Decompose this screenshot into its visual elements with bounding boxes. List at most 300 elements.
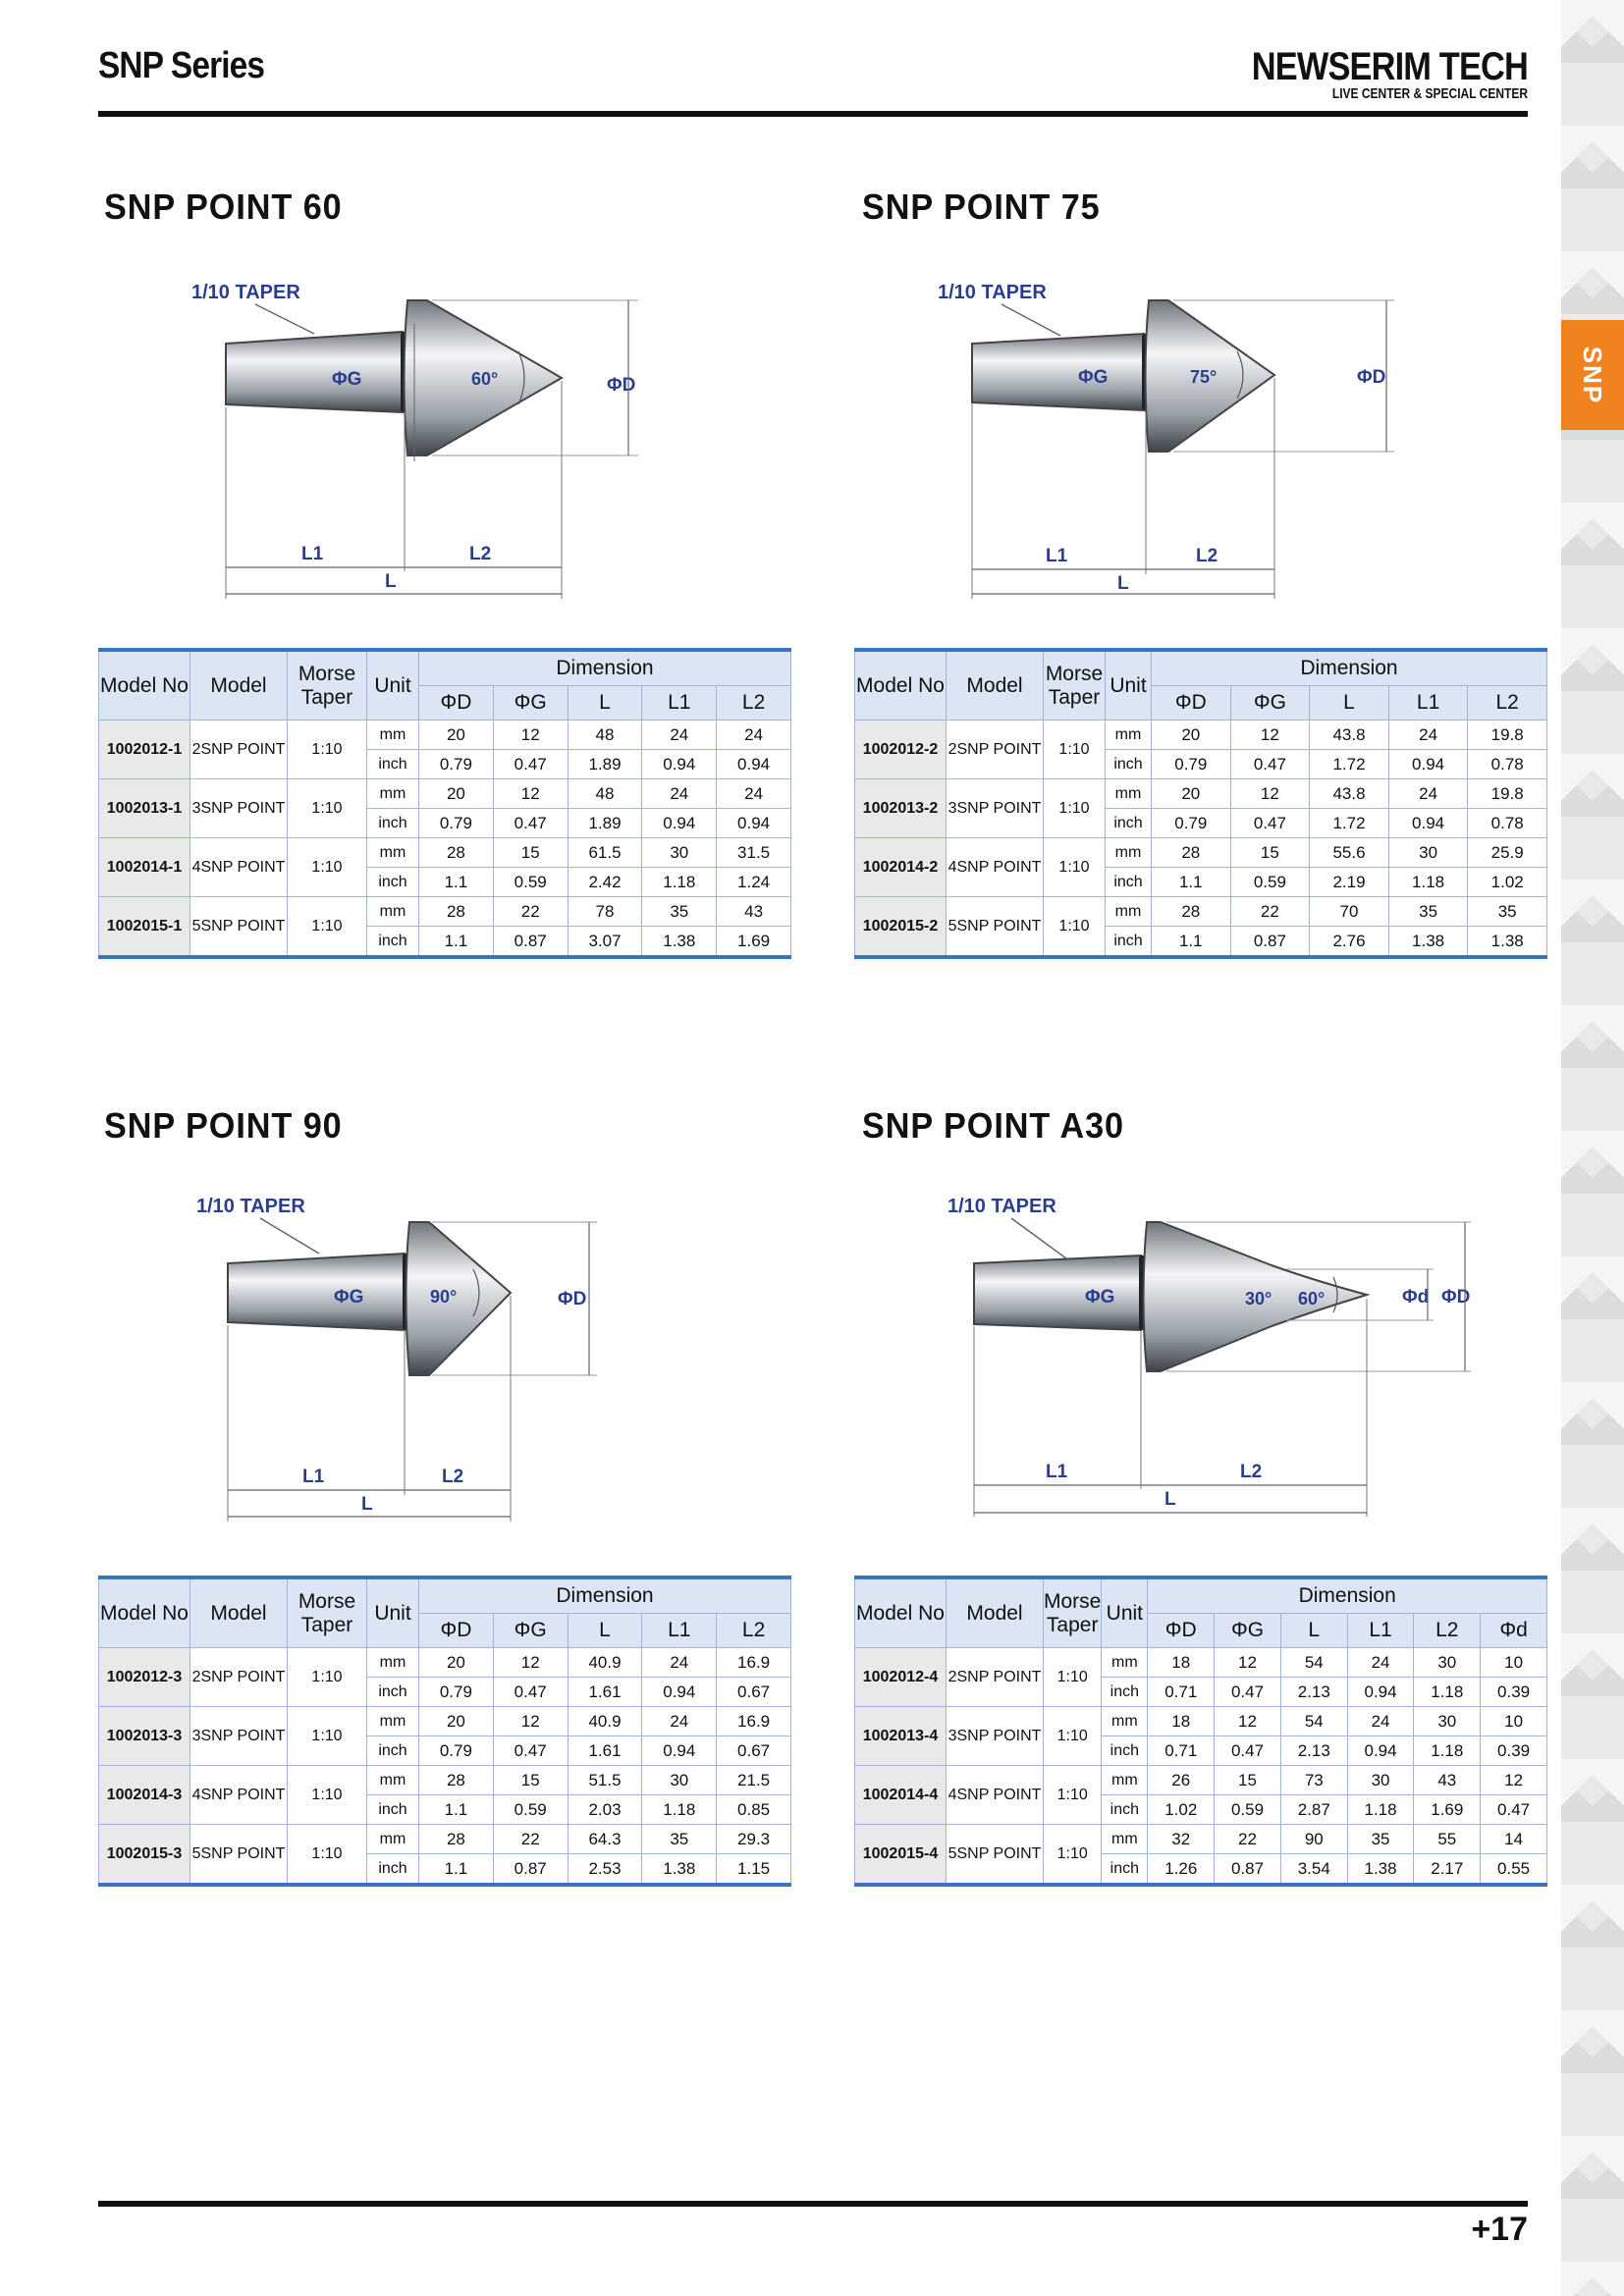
- morse-cell: 1:10: [1044, 1648, 1102, 1707]
- header-dim: L2: [1468, 686, 1547, 721]
- value-cell: 24: [642, 721, 717, 750]
- model-no-cell: 1002014-4: [855, 1766, 947, 1825]
- header-model: Model: [190, 1577, 288, 1648]
- table-row: [99, 838, 791, 868]
- value-cell: 43.8: [1310, 779, 1389, 809]
- value-cell: 1.72: [1310, 750, 1389, 779]
- model-no-cell: 1002015-4: [855, 1825, 947, 1886]
- header-dim: ΦG: [1215, 1614, 1281, 1648]
- value-cell: 22: [1215, 1825, 1281, 1854]
- model-cell: 3SNP POINT: [190, 779, 288, 838]
- value-cell: 1.61: [568, 1736, 642, 1766]
- section-title: SNP POINT 75: [862, 187, 1101, 227]
- g-label: ΦG: [1078, 367, 1109, 388]
- model-cell: 3SNP POINT: [947, 1707, 1044, 1766]
- value-cell: 21.5: [717, 1766, 791, 1795]
- value-cell: 0.79: [419, 1736, 494, 1766]
- value-cell: 0.59: [1230, 868, 1310, 897]
- value-cell: 30: [1414, 1707, 1481, 1736]
- value-cell: 43: [1414, 1766, 1481, 1795]
- unit-mm: mm: [1106, 779, 1152, 809]
- morse-cell: 1:10: [288, 838, 367, 897]
- product-drawing: [933, 1183, 1483, 1526]
- model-cell: 2SNP POINT: [947, 1648, 1044, 1707]
- model-cell: 4SNP POINT: [947, 1766, 1044, 1825]
- model-no-cell: 1002013-3: [99, 1707, 190, 1766]
- value-cell: 0.94: [1388, 809, 1468, 838]
- value-cell: 24: [642, 779, 717, 809]
- brand-name: NEWSERIM TECH: [1251, 45, 1528, 88]
- model-cell: 4SNP POINT: [947, 838, 1044, 897]
- value-cell: 20: [419, 1707, 494, 1736]
- spec-table: [98, 648, 791, 959]
- value-cell: 0.94: [717, 750, 791, 779]
- header-rule: [98, 111, 1528, 117]
- header-dim: ΦG: [493, 1614, 568, 1648]
- header-dim: ΦG: [493, 686, 568, 721]
- value-cell: 10: [1481, 1648, 1547, 1678]
- model-no-cell: 1002012-4: [855, 1648, 947, 1707]
- value-cell: 30: [642, 838, 717, 868]
- value-cell: 43.8: [1310, 721, 1389, 750]
- value-cell: 2.42: [568, 868, 642, 897]
- unit-mm: mm: [1106, 721, 1152, 750]
- g-label: ΦG: [332, 369, 362, 390]
- spec-table: [854, 648, 1547, 959]
- table-row: [855, 838, 1547, 868]
- header-unit: Unit: [367, 1577, 419, 1648]
- value-cell: 0.59: [493, 1795, 568, 1825]
- value-cell: 20: [419, 721, 494, 750]
- header-dim: ΦD: [419, 686, 494, 721]
- angle-label: 60°: [1298, 1289, 1326, 1308]
- value-cell: 70: [1310, 897, 1389, 927]
- table-row: [99, 1825, 791, 1854]
- value-cell: 0.87: [493, 927, 568, 958]
- value-cell: 14: [1481, 1825, 1547, 1854]
- unit-inch: inch: [367, 1678, 419, 1707]
- unit-mm: mm: [367, 838, 419, 868]
- value-cell: 19.8: [1468, 779, 1547, 809]
- value-cell: 29.3: [717, 1825, 791, 1854]
- value-cell: 0.87: [1230, 927, 1310, 958]
- value-cell: 31.5: [717, 838, 791, 868]
- value-cell: 12: [493, 779, 568, 809]
- value-cell: 20: [1152, 721, 1231, 750]
- header-unit: Unit: [367, 650, 419, 721]
- angle-label: 75°: [1190, 367, 1218, 387]
- model-cell: 2SNP POINT: [947, 721, 1044, 779]
- header-dim: ΦD: [1148, 1614, 1215, 1648]
- table-row: [855, 1825, 1547, 1854]
- dd-label: Φd: [1402, 1287, 1430, 1308]
- value-cell: 0.47: [1215, 1678, 1281, 1707]
- model-no-cell: 1002014-1: [99, 838, 190, 897]
- value-cell: 28: [419, 1766, 494, 1795]
- value-cell: 2.03: [568, 1795, 642, 1825]
- header-dim: L2: [717, 1614, 791, 1648]
- table-row: [99, 1648, 791, 1678]
- value-cell: 1.72: [1310, 809, 1389, 838]
- value-cell: 0.94: [642, 750, 717, 779]
- value-cell: 54: [1280, 1648, 1347, 1678]
- morse-cell: 1:10: [1044, 1707, 1102, 1766]
- unit-mm: mm: [1106, 838, 1152, 868]
- unit-mm: mm: [367, 1825, 419, 1854]
- l2-label: L2: [442, 1467, 464, 1487]
- table-row: [855, 1707, 1547, 1736]
- value-cell: 1.1: [1152, 927, 1231, 958]
- unit-inch: inch: [1102, 1736, 1148, 1766]
- value-cell: 30: [642, 1766, 717, 1795]
- unit-inch: inch: [1106, 927, 1152, 958]
- value-cell: 22: [1230, 897, 1310, 927]
- model-cell: 5SNP POINT: [190, 897, 288, 958]
- l1-label: L1: [302, 1467, 325, 1487]
- value-cell: 12: [493, 1707, 568, 1736]
- series-title: SNP Series: [98, 45, 265, 86]
- model-cell: 3SNP POINT: [190, 1707, 288, 1766]
- unit-inch: inch: [367, 868, 419, 897]
- value-cell: 0.47: [1215, 1736, 1281, 1766]
- taper-label: 1/10 TAPER: [938, 282, 1047, 303]
- product-drawing: [187, 1183, 677, 1526]
- value-cell: 1.61: [568, 1678, 642, 1707]
- value-cell: 1.18: [1414, 1736, 1481, 1766]
- model-no-cell: 1002013-1: [99, 779, 190, 838]
- value-cell: 2.13: [1280, 1736, 1347, 1766]
- value-cell: 0.78: [1468, 750, 1547, 779]
- unit-inch: inch: [1102, 1854, 1148, 1886]
- value-cell: 24: [642, 1648, 717, 1678]
- morse-cell: 1:10: [1044, 838, 1106, 897]
- value-cell: 1.18: [642, 868, 717, 897]
- value-cell: 1.26: [1148, 1854, 1215, 1886]
- unit-mm: mm: [367, 897, 419, 927]
- header-dim: L: [1280, 1614, 1347, 1648]
- table-row: [99, 779, 791, 809]
- value-cell: 26: [1148, 1766, 1215, 1795]
- product-drawing: [187, 265, 677, 609]
- value-cell: 28: [1152, 838, 1231, 868]
- page-number: +17: [1471, 2211, 1528, 2248]
- value-cell: 0.94: [642, 1736, 717, 1766]
- unit-mm: mm: [1102, 1825, 1148, 1854]
- section-tab-label: SNP: [1578, 346, 1608, 404]
- header-morse: Morse Taper: [1044, 650, 1106, 721]
- header-dim: ΦD: [419, 1614, 494, 1648]
- value-cell: 0.47: [493, 809, 568, 838]
- unit-inch: inch: [1106, 809, 1152, 838]
- value-cell: 0.47: [1230, 750, 1310, 779]
- morse-cell: 1:10: [1044, 779, 1106, 838]
- model-no-cell: 1002012-2: [855, 721, 947, 779]
- footer-rule: [98, 2201, 1528, 2207]
- header-dim: ΦD: [1152, 686, 1231, 721]
- value-cell: 25.9: [1468, 838, 1547, 868]
- brand-subtitle: LIVE CENTER & SPECIAL CENTER: [1331, 85, 1528, 102]
- section-tab-snp[interactable]: [1561, 320, 1624, 430]
- value-cell: 61.5: [568, 838, 642, 868]
- value-cell: 15: [1230, 838, 1310, 868]
- section-title: SNP POINT 60: [104, 187, 343, 227]
- model-no-cell: 1002014-2: [855, 838, 947, 897]
- value-cell: 0.59: [493, 868, 568, 897]
- value-cell: 1.38: [1468, 927, 1547, 958]
- morse-cell: 1:10: [288, 1707, 367, 1766]
- unit-inch: inch: [367, 1854, 419, 1886]
- value-cell: 3.54: [1280, 1854, 1347, 1886]
- value-cell: 73: [1280, 1766, 1347, 1795]
- value-cell: 0.39: [1481, 1678, 1547, 1707]
- l2-label: L2: [469, 544, 492, 564]
- value-cell: 2.76: [1310, 927, 1389, 958]
- table-row: [855, 1766, 1547, 1795]
- morse-cell: 1:10: [288, 1825, 367, 1886]
- header-dim: L: [568, 686, 642, 721]
- value-cell: 18: [1148, 1707, 1215, 1736]
- angle-label: 90°: [430, 1287, 458, 1307]
- angle-label: 60°: [471, 369, 499, 389]
- value-cell: 2.17: [1414, 1854, 1481, 1886]
- model-no-cell: 1002012-3: [99, 1648, 190, 1707]
- value-cell: 1.38: [642, 1854, 717, 1886]
- header-dim: L: [568, 1614, 642, 1648]
- morse-cell: 1:10: [288, 1648, 367, 1707]
- unit-inch: inch: [1106, 868, 1152, 897]
- section-title: SNP POINT 90: [104, 1105, 343, 1146]
- unit-mm: mm: [1106, 897, 1152, 927]
- morse-cell: 1:10: [288, 897, 367, 958]
- value-cell: 1.69: [717, 927, 791, 958]
- value-cell: 30: [1414, 1648, 1481, 1678]
- taper-label: 1/10 TAPER: [196, 1196, 305, 1217]
- model-no-cell: 1002012-1: [99, 721, 190, 779]
- header-dimension: Dimension: [1148, 1577, 1547, 1614]
- value-cell: 10: [1481, 1707, 1547, 1736]
- value-cell: 20: [1152, 779, 1231, 809]
- header-dim: L1: [642, 686, 717, 721]
- d-label: ΦD: [1357, 367, 1386, 388]
- model-cell: 5SNP POINT: [947, 1825, 1044, 1886]
- model-cell: 2SNP POINT: [190, 1648, 288, 1707]
- l-label: L: [361, 1494, 373, 1515]
- value-cell: 35: [642, 1825, 717, 1854]
- section-title: SNP POINT A30: [862, 1105, 1125, 1146]
- value-cell: 0.47: [493, 750, 568, 779]
- unit-mm: mm: [1102, 1766, 1148, 1795]
- header-morse: Morse Taper: [288, 650, 367, 721]
- value-cell: 35: [1388, 897, 1468, 927]
- table-row: [855, 897, 1547, 927]
- header-model: Model: [947, 650, 1044, 721]
- value-cell: 0.67: [717, 1736, 791, 1766]
- value-cell: 16.9: [717, 1707, 791, 1736]
- value-cell: 0.79: [419, 750, 494, 779]
- value-cell: 55: [1414, 1825, 1481, 1854]
- model-cell: 2SNP POINT: [190, 721, 288, 779]
- value-cell: 0.47: [493, 1678, 568, 1707]
- value-cell: 35: [1347, 1825, 1414, 1854]
- model-cell: 4SNP POINT: [190, 1766, 288, 1825]
- table-row: [99, 1766, 791, 1795]
- value-cell: 0.94: [642, 809, 717, 838]
- value-cell: 54: [1280, 1707, 1347, 1736]
- header-model-no: Model No: [99, 1577, 190, 1648]
- value-cell: 40.9: [568, 1707, 642, 1736]
- unit-inch: inch: [367, 927, 419, 958]
- unit-inch: inch: [1102, 1795, 1148, 1825]
- unit-inch: inch: [367, 1736, 419, 1766]
- unit-mm: mm: [367, 1707, 419, 1736]
- value-cell: 0.39: [1481, 1736, 1547, 1766]
- taper-label: 1/10 TAPER: [191, 282, 300, 303]
- spec-table: [98, 1575, 791, 1887]
- unit-mm: mm: [367, 721, 419, 750]
- header-dim: L1: [1347, 1614, 1414, 1648]
- model-no-cell: 1002015-2: [855, 897, 947, 958]
- value-cell: 24: [1347, 1648, 1414, 1678]
- l1-label: L1: [1046, 1462, 1068, 1482]
- value-cell: 0.47: [1481, 1795, 1547, 1825]
- l-label: L: [1117, 573, 1129, 594]
- value-cell: 0.94: [717, 809, 791, 838]
- unit-mm: mm: [367, 1648, 419, 1678]
- value-cell: 3.07: [568, 927, 642, 958]
- g-label: ΦG: [334, 1287, 364, 1308]
- model-cell: 5SNP POINT: [190, 1825, 288, 1886]
- header-dimension: Dimension: [419, 1577, 791, 1614]
- value-cell: 1.15: [717, 1854, 791, 1886]
- table-row: [855, 779, 1547, 809]
- value-cell: 28: [419, 1825, 494, 1854]
- model-cell: 4SNP POINT: [190, 838, 288, 897]
- value-cell: 12: [493, 1648, 568, 1678]
- value-cell: 2.53: [568, 1854, 642, 1886]
- table-row: [99, 897, 791, 927]
- unit-mm: mm: [1102, 1707, 1148, 1736]
- value-cell: 15: [493, 1766, 568, 1795]
- value-cell: 1.18: [642, 1795, 717, 1825]
- value-cell: 0.94: [642, 1678, 717, 1707]
- value-cell: 40.9: [568, 1648, 642, 1678]
- value-cell: 12: [1230, 779, 1310, 809]
- value-cell: 1.18: [1347, 1795, 1414, 1825]
- d-label: ΦD: [558, 1289, 587, 1309]
- morse-cell: 1:10: [288, 721, 367, 779]
- value-cell: 16.9: [717, 1648, 791, 1678]
- value-cell: 15: [493, 838, 568, 868]
- model-cell: 5SNP POINT: [947, 897, 1044, 958]
- header-model-no: Model No: [855, 650, 947, 721]
- value-cell: 1.1: [419, 1854, 494, 1886]
- header-dim: Φd: [1481, 1614, 1547, 1648]
- unit-inch: inch: [367, 750, 419, 779]
- spec-table: [854, 1575, 1547, 1887]
- table-row: [855, 721, 1547, 750]
- morse-cell: 1:10: [1044, 1766, 1102, 1825]
- value-cell: 0.47: [1230, 809, 1310, 838]
- taper-label: 1/10 TAPER: [947, 1196, 1056, 1217]
- header-dim: L1: [642, 1614, 717, 1648]
- header-morse: Morse Taper: [1044, 1577, 1102, 1648]
- header-dim: L2: [1414, 1614, 1481, 1648]
- table-row: [99, 721, 791, 750]
- value-cell: 51.5: [568, 1766, 642, 1795]
- unit-inch: inch: [367, 809, 419, 838]
- value-cell: 12: [1215, 1707, 1281, 1736]
- value-cell: 2.13: [1280, 1678, 1347, 1707]
- d-label: ΦD: [1441, 1287, 1471, 1308]
- value-cell: 12: [1215, 1648, 1281, 1678]
- value-cell: 0.67: [717, 1678, 791, 1707]
- header-model-no: Model No: [855, 1577, 947, 1648]
- header-dim: L2: [717, 686, 791, 721]
- value-cell: 32: [1148, 1825, 1215, 1854]
- d-label: ΦD: [607, 375, 636, 396]
- header-dim: ΦG: [1230, 686, 1310, 721]
- l1-label: L1: [301, 544, 324, 564]
- value-cell: 0.87: [1215, 1854, 1281, 1886]
- value-cell: 22: [493, 1825, 568, 1854]
- l-label: L: [1164, 1489, 1176, 1510]
- value-cell: 1.1: [419, 868, 494, 897]
- value-cell: 0.94: [1347, 1736, 1414, 1766]
- value-cell: 2.87: [1280, 1795, 1347, 1825]
- value-cell: 24: [717, 779, 791, 809]
- value-cell: 1.38: [1347, 1854, 1414, 1886]
- value-cell: 1.89: [568, 809, 642, 838]
- l2-label: L2: [1196, 546, 1218, 566]
- header-unit: Unit: [1102, 1577, 1148, 1648]
- value-cell: 18: [1148, 1648, 1215, 1678]
- value-cell: 2.19: [1310, 868, 1389, 897]
- header-dim: L: [1310, 686, 1389, 721]
- value-cell: 0.79: [1152, 750, 1231, 779]
- value-cell: 12: [493, 721, 568, 750]
- header-model: Model: [947, 1577, 1044, 1648]
- value-cell: 0.87: [493, 1854, 568, 1886]
- value-cell: 20: [419, 1648, 494, 1678]
- value-cell: 1.24: [717, 868, 791, 897]
- value-cell: 64.3: [568, 1825, 642, 1854]
- morse-cell: 1:10: [288, 779, 367, 838]
- model-no-cell: 1002013-4: [855, 1707, 947, 1766]
- unit-mm: mm: [367, 779, 419, 809]
- value-cell: 1.89: [568, 750, 642, 779]
- morse-cell: 1:10: [1044, 897, 1106, 958]
- value-cell: 0.94: [1347, 1678, 1414, 1707]
- model-no-cell: 1002014-3: [99, 1766, 190, 1825]
- value-cell: 1.1: [1152, 868, 1231, 897]
- morse-cell: 1:10: [1044, 1825, 1102, 1886]
- value-cell: 55.6: [1310, 838, 1389, 868]
- value-cell: 30: [1347, 1766, 1414, 1795]
- value-cell: 0.79: [419, 809, 494, 838]
- header-dimension: Dimension: [1152, 650, 1547, 686]
- value-cell: 22: [493, 897, 568, 927]
- header-model: Model: [190, 650, 288, 721]
- value-cell: 1.02: [1148, 1795, 1215, 1825]
- value-cell: 1.18: [1414, 1678, 1481, 1707]
- value-cell: 0.47: [493, 1736, 568, 1766]
- value-cell: 48: [568, 721, 642, 750]
- value-cell: 20: [419, 779, 494, 809]
- value-cell: 0.55: [1481, 1854, 1547, 1886]
- value-cell: 24: [1347, 1707, 1414, 1736]
- value-cell: 0.79: [419, 1678, 494, 1707]
- value-cell: 30: [1388, 838, 1468, 868]
